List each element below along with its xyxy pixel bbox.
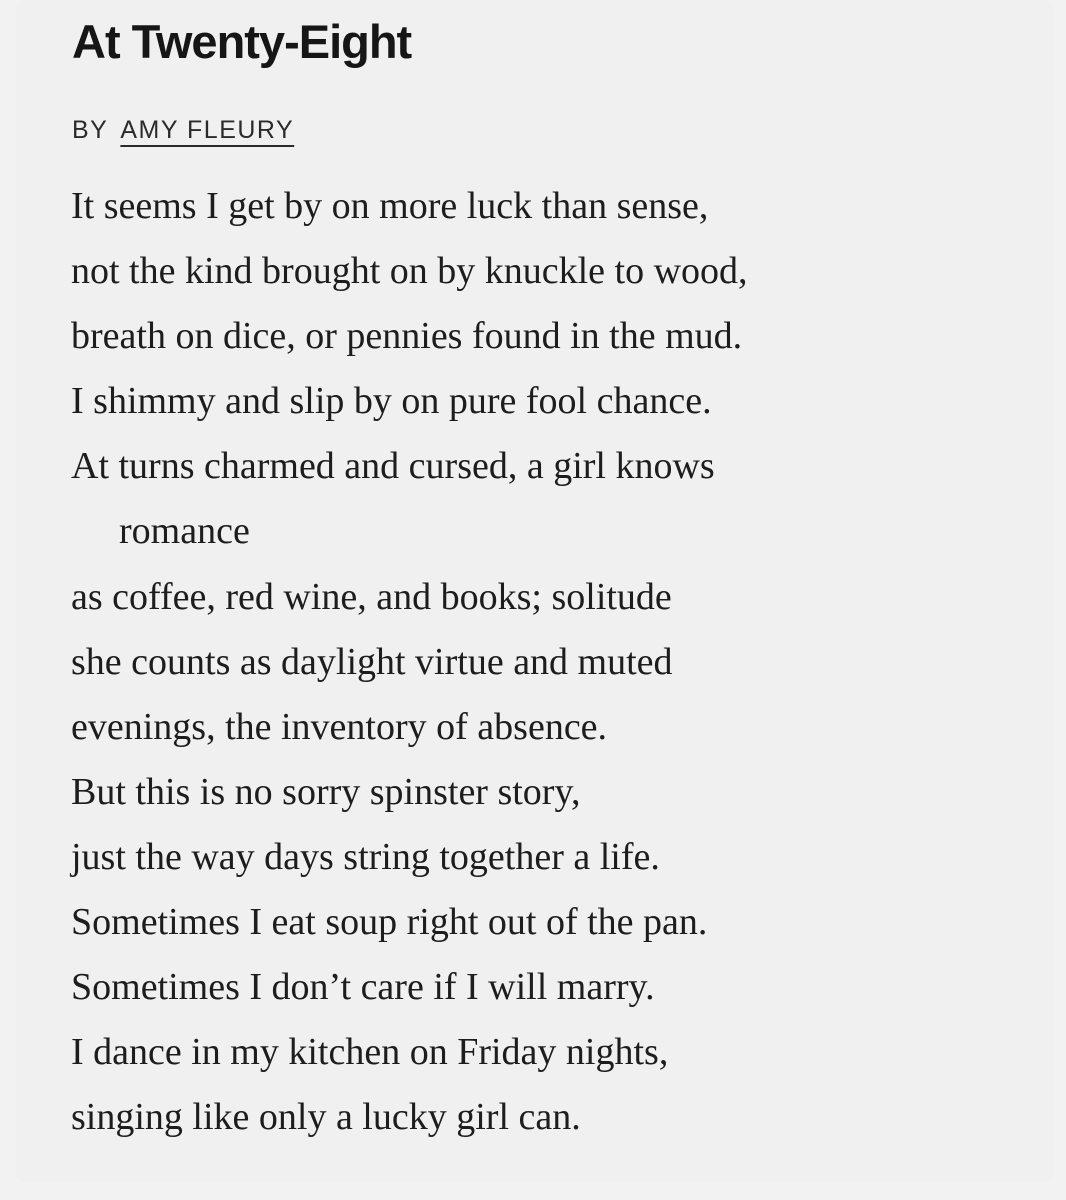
poem-line: I dance in my kitchen on Friday nights, — [71, 1031, 669, 1074]
poem-line: breath on dice, or pennies found in the mud. — [71, 315, 743, 358]
poem-title: At Twenty-Eight — [72, 15, 412, 68]
poem-body — [71, 174, 748, 1150]
poem-line: It seems I get by on more luck than sense, — [71, 185, 709, 227]
byline — [72, 110, 294, 150]
poem-line: not the kind brought on by knuckle to wood, — [71, 250, 748, 293]
poem-line: I shimmy and slip by on pure fool chance. — [71, 380, 712, 423]
poem-line: as coffee, red wine, and books; solitude — [71, 575, 672, 618]
poem-line: singing like only a lucky girl can. — [71, 1096, 581, 1139]
author-link[interactable]: AMY FLEURY — [120, 116, 295, 144]
poem-line: Sometimes I eat soup right out of the pan. — [71, 901, 708, 944]
poem-line: At turns charmed and cursed, a girl knows — [71, 445, 715, 488]
poem-line: she counts as daylight virtue and muted — [71, 640, 673, 683]
poem-line: But this is no sorry spinster story, — [71, 770, 581, 813]
poem-line: just the way days string together a life. — [71, 835, 660, 878]
poem-line-continuation: romance — [119, 510, 250, 553]
byline-prefix: BY — [72, 116, 108, 144]
poem-line: Sometimes I don’t care if I will marry. — [71, 966, 655, 1009]
poem-card — [14, 0, 1054, 1182]
poem-line: evenings, the inventory of absence. — [71, 705, 608, 748]
